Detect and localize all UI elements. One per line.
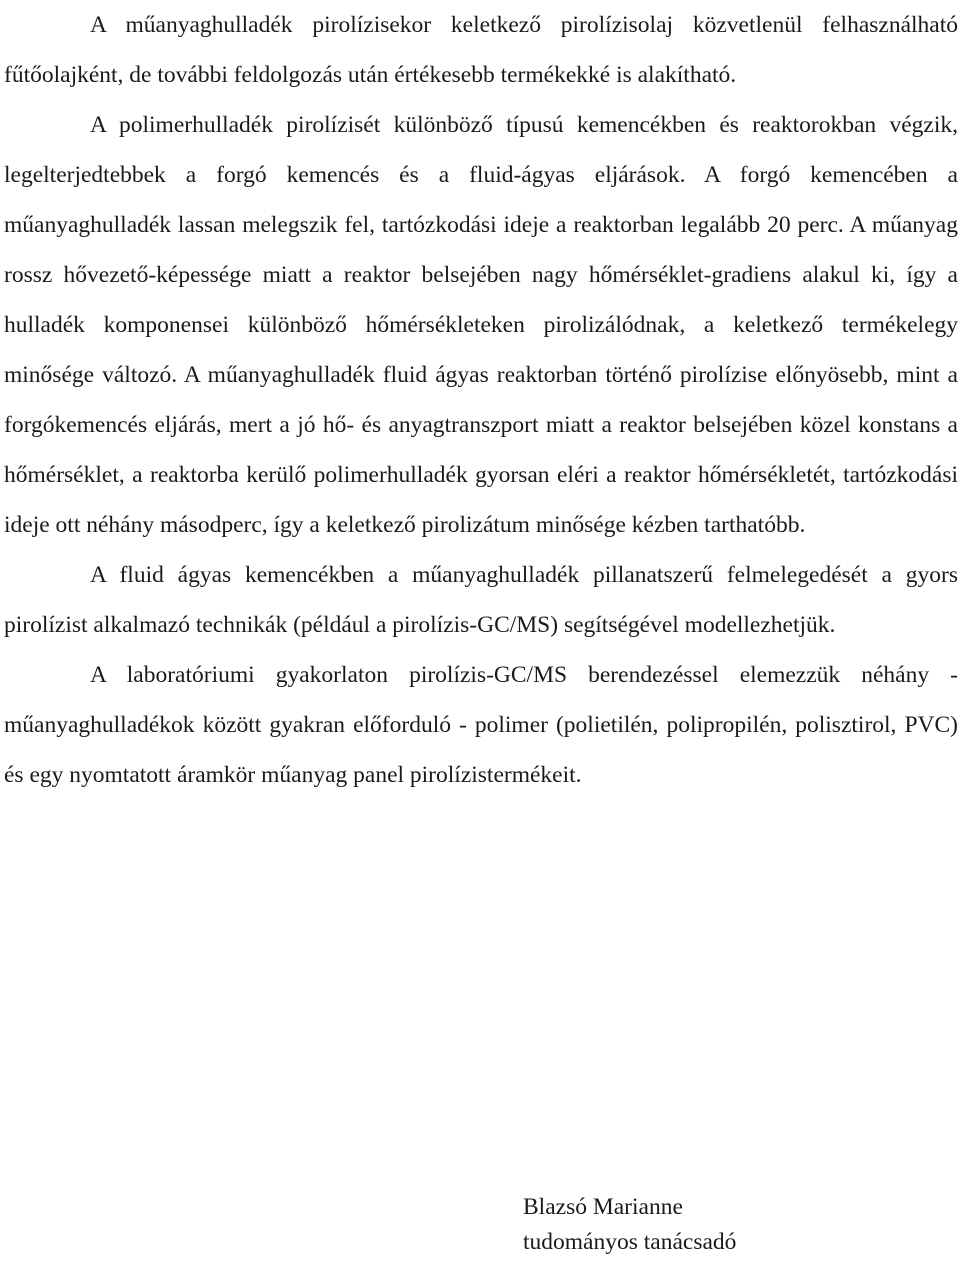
signature-name: Blazsó Marianne bbox=[523, 1194, 683, 1220]
document-body bbox=[4, 0, 958, 800]
paragraph-4: A laboratóriumi gyakorlaton pirolízis-GC/MS berendezéssel elemezzük néhány - műanyaghulladékok között gyakran előforduló - polimer (polietilén, polipropilén, polisztirol, PVC) és egy nyomtatott áramkör műanyag panel pirolízistermékeit. bbox=[4, 662, 958, 788]
signature-title: tudományos tanácsadó bbox=[523, 1229, 737, 1255]
paragraph-3: A fluid ágyas kemencékben a műanyaghulladék pillanatszerű felmelegedését a gyors pirolízist alkalmazó technikák (például a pirolízis-GC/MS) segítségével modellezhetjük. bbox=[4, 562, 958, 638]
paragraph-1: A műanyaghulladék pirolízisekor keletkező pirolízisolaj közvetlenül felhasználható fűtőolajként, de további feldolgozás után értékesebb termékekké is alakítható. bbox=[4, 12, 958, 88]
signature-block bbox=[523, 1190, 736, 1260]
paragraph-2: A polimerhulladék pirolízisét különböző típusú kemencékben és reaktorokban végzik, legelterjedtebbek a forgó kemencés és a fluid-ágyas eljárások. A forgó kemencében a műanyaghulladék lassan melegszik fel, tartózkodási ideje a reaktorban legalább 20 perc. A műanyag rossz hővezető-képessége miatt a reaktor belsejében nagy hőmérséklet-gradiens alakul ki, így a hulladék komponensei különböző hőmérsékleteken pirolizálódnak, a keletkező termékelegy minősége változó. A műanyaghulladék fluid ágyas reaktorban történő pirolízise előnyösebb, mint a forgókemencés eljárás, mert a jó hő- és anyagtranszport miatt a reaktor belsejében közel konstans a hőmérséklet, a reaktorba kerülő polimerhulladék gyorsan eléri a reaktor hőmérsékletét, tartózkodási ideje ott néhány másodperc, így a keletkező pirolizátum minősége kézben tarthatóbb. bbox=[4, 112, 958, 538]
